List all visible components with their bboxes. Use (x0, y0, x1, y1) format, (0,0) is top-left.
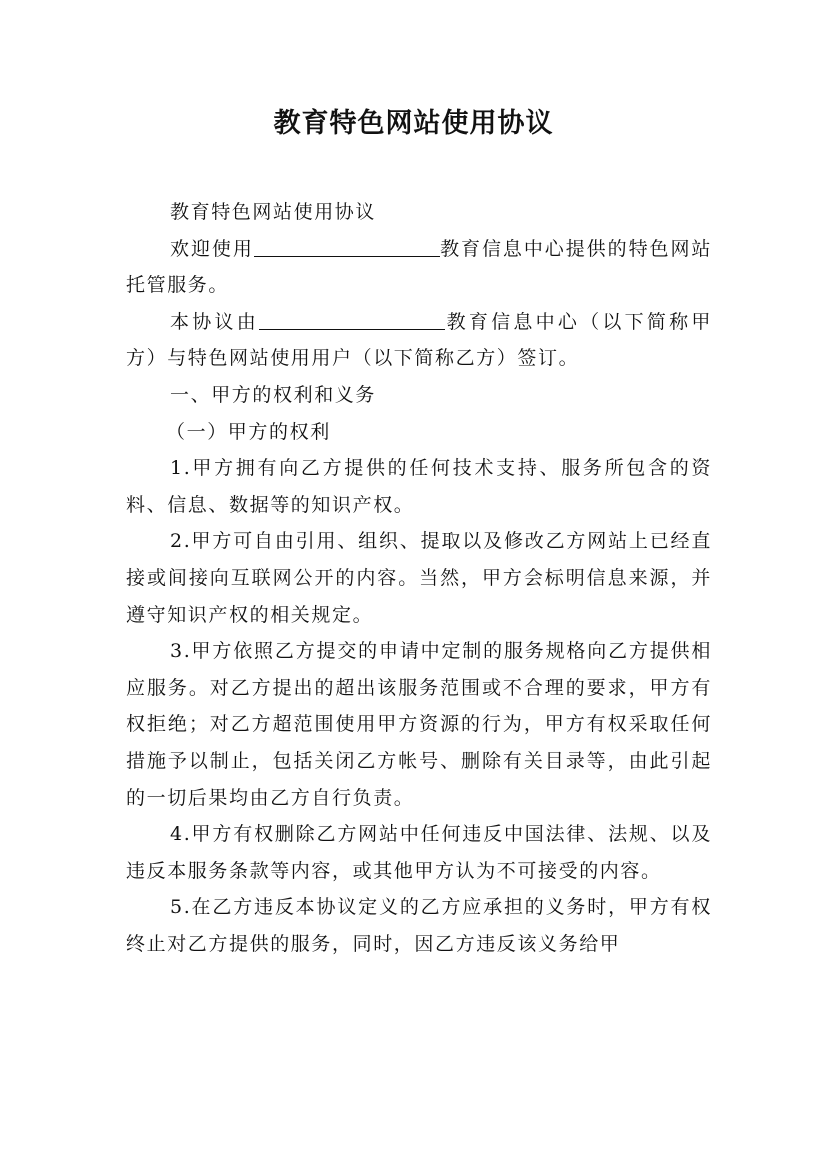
paragraph-welcome-lead: 欢迎使用 (170, 237, 254, 260)
clause-3: 3.甲方依照乙方提交的申请中定制的服务规格向乙方提供相应服务。对乙方提出的超出该服务范围或不合理的要求，甲方有权拒绝；对乙方超范围使用甲方资源的行为，甲方有权采取任何措施予以制止，包括关闭乙方帐号、删除有关目录等，由此引起的一切后果均由乙方自行负责。 (126, 640, 712, 809)
paragraph-parties (126, 304, 712, 377)
clause-5: 5.在乙方违反本协议定义的乙方应承担的义务时，甲方有权终止对乙方提供的服务，同时，因乙方违反该义务给甲 (126, 896, 712, 955)
clause-2: 2.甲方可自由引用、组织、提取以及修改乙方网站上已经直接或间接向互联网公开的内容。当然，甲方会标明信息来源，并遵守知识产权的相关规定。 (126, 530, 712, 626)
paragraph-welcome (126, 231, 712, 304)
paragraph-heading: 教育特色网站使用协议 (170, 201, 377, 223)
section-heading-rights-duties: 一、甲方的权利和义务 (170, 383, 377, 406)
clause-1: 1.甲方拥有向乙方提供的任何技术支持、服务所包含的资料、信息、数据等的知识产权。 (126, 457, 712, 516)
document-title: 教育特色网站使用协议 (273, 108, 554, 139)
paragraph-welcome-rest: 教育信息中心提供的特色网站托管服务。 (126, 237, 712, 297)
blank-line-provider (254, 236, 440, 257)
blank-line-center (259, 309, 445, 330)
document-body (126, 194, 712, 962)
clause-4: 4.甲方有权删除乙方网站中任何违反中国法律、法规、以及违反本服务条款等内容，或其他甲方认为不可接受的内容。 (126, 823, 712, 882)
subsection-heading-rights: （一）甲方的权利 (166, 420, 331, 443)
paragraph-parties-lead: 本协议由 (170, 310, 259, 333)
paragraph-parties-rest: 教育信息中心（以下简称甲方）与特色网站使用用户（以下简称乙方）签订。 (126, 310, 712, 370)
